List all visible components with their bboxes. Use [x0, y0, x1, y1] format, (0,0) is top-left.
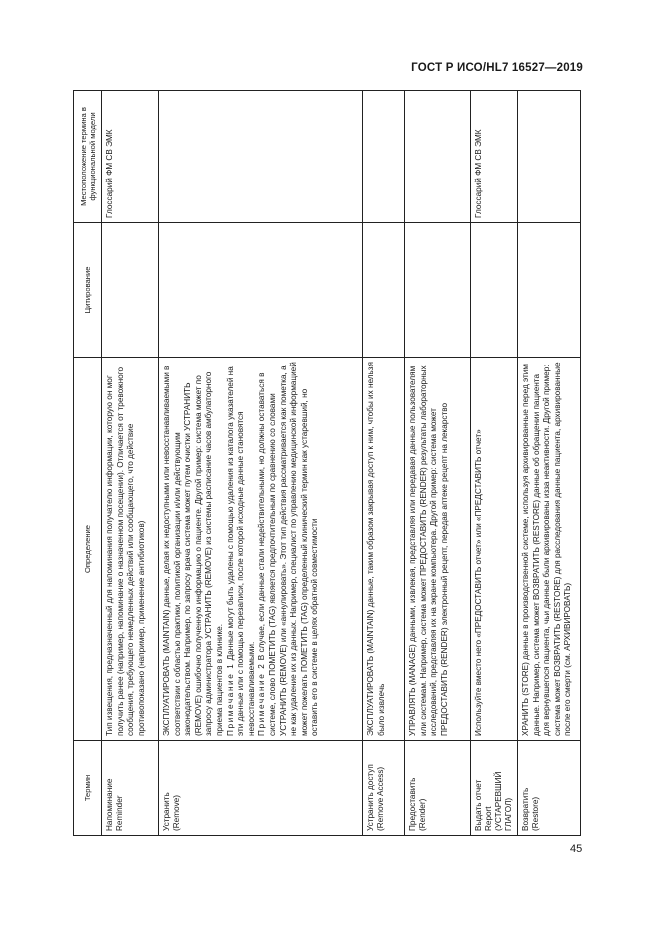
term-ru: Напоминание — [105, 778, 114, 831]
term-en: Report — [484, 806, 493, 831]
table-row — [405, 91, 471, 836]
note-2-text: В случае, если данные стали недействительными, но должны оставаться в системе, слово ПОМЕТИТЬ (TAG) является предпочтительным по сравнению со словами УСТРАНИТЬ (REMOVE) или «аннулировать». Этот тип действия рассматривается как пометка, а не как удаление их из данных. Например, специалист по управлению медицинской информацией может пожелать ПОМЕТИТЬ (TAG) определенный клинический термин как устаревший, но оставить его в системе в целях обратной совместимости — [257, 362, 320, 736]
header-citation: Цитирование — [74, 223, 102, 358]
term-extra: (УСТАРЕВШИЙ ГЛАГОЛ) — [494, 771, 513, 831]
term-cell — [102, 741, 159, 836]
note-2 — [257, 362, 321, 736]
document-header: ГОСТ Р ИСО/HL7 16527—2019 — [411, 62, 583, 74]
citation-cell — [405, 223, 471, 358]
location-cell: Глоссарий ФМ СВ ЭМК — [102, 91, 159, 223]
term-en: (Remove Access) — [376, 766, 385, 831]
term-ru: Устранить доступ — [366, 764, 375, 831]
term-ru: Устранить — [162, 792, 171, 831]
term-en: (Render) — [418, 798, 427, 831]
term-ru: Возвратить — [521, 787, 530, 831]
term-ru: Выдать отчет — [474, 779, 483, 831]
term-cell — [471, 741, 518, 836]
page-number: 45 — [570, 843, 583, 855]
term-en: Reminder — [115, 795, 124, 831]
location-cell — [405, 91, 471, 223]
citation-cell — [363, 223, 405, 358]
note-1 — [226, 362, 258, 736]
table-row — [518, 91, 581, 836]
term-cell — [518, 741, 581, 836]
table-row — [102, 91, 159, 836]
definition-cell — [159, 358, 363, 741]
citation-cell — [159, 223, 363, 358]
header-location: Местоположение термина в функциональной модели — [74, 91, 102, 223]
definition-cell: ХРАНИТЬ (STORE) данные в производственной системе, используя архивированные перед этим данные. Например, система может ВОЗВРАТИТЬ (RESTORE) данные об обращении пациента для вернувшегося пациента, чьи данные были архивированы изза неактивности. Другой пример: система может ВОЗВРАТИТЬ (RESTORE) для расследования данные пациента, архивированные после его смерти (см. АРХИВИРОВАТЬ) — [518, 358, 581, 741]
definition-cell: Тип извещения, предназначенный для напоминания получателю информации, которую он мог получить ранее (например, напоминание о назначенном посещении). Отличается от тревожного сообщения, требующего немедленных действий или сообщающего, что действие противопоказано (например, применение антибиотиков) — [102, 358, 159, 741]
rotated-table-container — [73, 91, 578, 836]
term-cell — [159, 741, 363, 836]
location-cell — [159, 91, 363, 223]
definition-cell: Используйте вместо него «ПРЕДОСТАВИТЬ отчет» или «ПРЕДСТАВИТЬ отчет» — [471, 358, 518, 741]
location-cell — [363, 91, 405, 223]
definition-main: ЭКСПЛУАТИРОВАТЬ (MAINTAIN) данные, делая их недоступными или невосстанавливаемыми в соответствии с областью практики, политикой организации и/или действующим законодательством. Например, по запросу врача система может путем очистки УСТРАНИТЬ (REMOVE) ошибочно полученную информацию о пациенте. Другой пример: система может по запросу администратора УСТРАНИТЬ (REMOVE) из системы расписание часов амбулаторного приема пациентов в клинике. — [162, 365, 224, 736]
term-ru: Предоставить — [408, 777, 417, 831]
term-en: (Remove) — [172, 795, 181, 831]
header-term: Термин — [74, 741, 102, 836]
terms-table — [73, 90, 581, 836]
note-1-text: Данные могут быть удалены с помощью удаления из каталога указателей на эти данные или с помощью перезаписи, после которой исходные данные становятся невосстанавливаемыми. — [225, 366, 256, 736]
definition-cell: УПРАВЛЯТЬ (MANAGE) данными, извлекая, представляя или передавая данные пользователям или системам. Например, система может ПРЕДОСТАВИТЬ (RENDER) результаты лабораторных исследований, представляя их на экране компьютера. Другой пример: система может ПРЕДОСТАВИТЬ (RENDER) электронный рецепт, передав аптеке рецепт на лекарство — [405, 358, 471, 741]
citation-cell — [518, 223, 581, 358]
header-definition: Определение — [74, 358, 102, 741]
citation-cell — [102, 223, 159, 358]
term-en: (Restore) — [531, 796, 540, 831]
term-cell — [405, 741, 471, 836]
location-cell — [518, 91, 581, 223]
table-row — [363, 91, 405, 836]
citation-cell — [471, 223, 518, 358]
term-cell — [363, 741, 405, 836]
note-1-label: Примечание 1 — [225, 662, 235, 736]
table-row — [471, 91, 518, 836]
note-2-label: Примечание 2 — [257, 662, 267, 736]
definition-cell: ЭКСПЛУАТИРОВАТЬ (MAINTAIN) данные, таким образом закрывая доступ к ним, чтобы их нельзя было извлечь — [363, 358, 405, 741]
table-row — [159, 91, 363, 836]
location-cell: Глоссарий ФМ СВ ЭМК — [471, 91, 518, 223]
